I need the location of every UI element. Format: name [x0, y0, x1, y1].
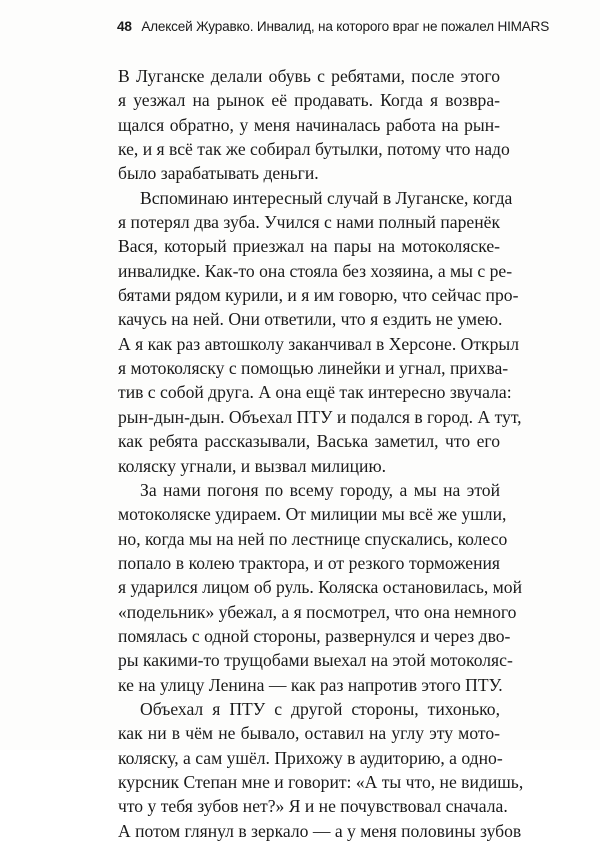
text-line: коляску угнали, и вызвал милицию. — [118, 455, 387, 476]
text-line: ке на улицу Ленина — как раз напротив этого ПТУ. — [118, 674, 503, 695]
running-title: Алексей Журавко. Инвалид, на которого враг не пожалел HIMARS — [141, 19, 550, 34]
paragraph — [118, 697, 524, 843]
paragraph — [118, 64, 510, 186]
text-line: мотоколяске удираем. От милиции мы всё же ушли, — [118, 504, 507, 525]
text-line: рын-дын-дын. Объехал ПТУ и подался в город. А тут, — [118, 406, 522, 427]
text-line: бятами рядом курили, и я им говорю, что сейчас про- — [118, 285, 519, 306]
text-line: но, когда мы на ней по лестнице спускались, колесо — [118, 528, 508, 549]
text-line: щался обратно, у меня начиналась работа на рын- — [118, 114, 500, 135]
body-text — [118, 64, 524, 843]
text-line: я потерял два зуба. Учился с нами полный паренёк — [118, 212, 500, 233]
text-line: инвалидке. Как-то она стояла без хозяина, а мы с ре- — [118, 260, 513, 281]
text-line: «подельник» убежал, а я посмотрел, что она немного — [118, 601, 517, 622]
text-line: я уезжал на рынок её продавать. Когда я возвра- — [118, 90, 500, 111]
text-line: помялась с одной стороны, развернулся и через дво- — [118, 625, 511, 646]
text-line: я ударился лицом об руль. Коляска остановилась, мой — [118, 577, 523, 598]
text-line: А потом глянул в зеркало — а у меня половины зубов — [118, 820, 522, 841]
text-line: было зарабатывать деньги. — [118, 163, 319, 184]
text-line: качусь на ней. Они ответили, что я ездить не умею. — [118, 309, 503, 330]
text-line: попало в колею трактора, и от резкого торможения — [118, 552, 500, 573]
text-line: Объехал я ПТУ с другой стороны, тихонько, — [140, 698, 500, 719]
text-line: тив с собой друга. А она ещё так интересно звучала: — [118, 382, 512, 403]
page-number: 48 — [117, 19, 132, 34]
text-line: ры какими-то трущобами выехал на этой мотоколяс- — [118, 650, 513, 671]
text-line: За нами погоня по всему городу, а мы на этой — [140, 479, 500, 500]
text-line: А я как раз автошколу заканчивал в Херсоне. Открыл — [118, 333, 519, 354]
text-line: как ребята рассказывали, Васька заметил, что его — [118, 431, 500, 452]
text-line: коляску, а сам ушёл. Прихожу в аудиторию, а одно- — [118, 747, 503, 768]
running-header — [117, 19, 549, 34]
text-line: Вспоминаю интересный случай в Луганске, когда — [140, 187, 513, 208]
text-line: что у тебя зубов нет?» Я и не почувствовал сначала. — [118, 796, 508, 817]
text-line: ке, и я всё так же собирал бутылки, потому что надо — [118, 139, 510, 160]
paragraph — [118, 186, 522, 478]
text-line: В Луганске делали обувь с ребятами, после этого — [118, 66, 500, 86]
text-line: курсник Степан мне и говорит: «А ты что, не видишь, — [118, 771, 524, 792]
text-line: Вася, который приезжал на пары на мотоколяске- — [118, 236, 500, 257]
text-line: я мотоколяску с помощью линейки и угнал, прихва- — [118, 358, 509, 379]
text-line: как ни в чём не бывало, оставил на углу эту мото- — [118, 723, 500, 744]
paragraph — [118, 478, 523, 697]
